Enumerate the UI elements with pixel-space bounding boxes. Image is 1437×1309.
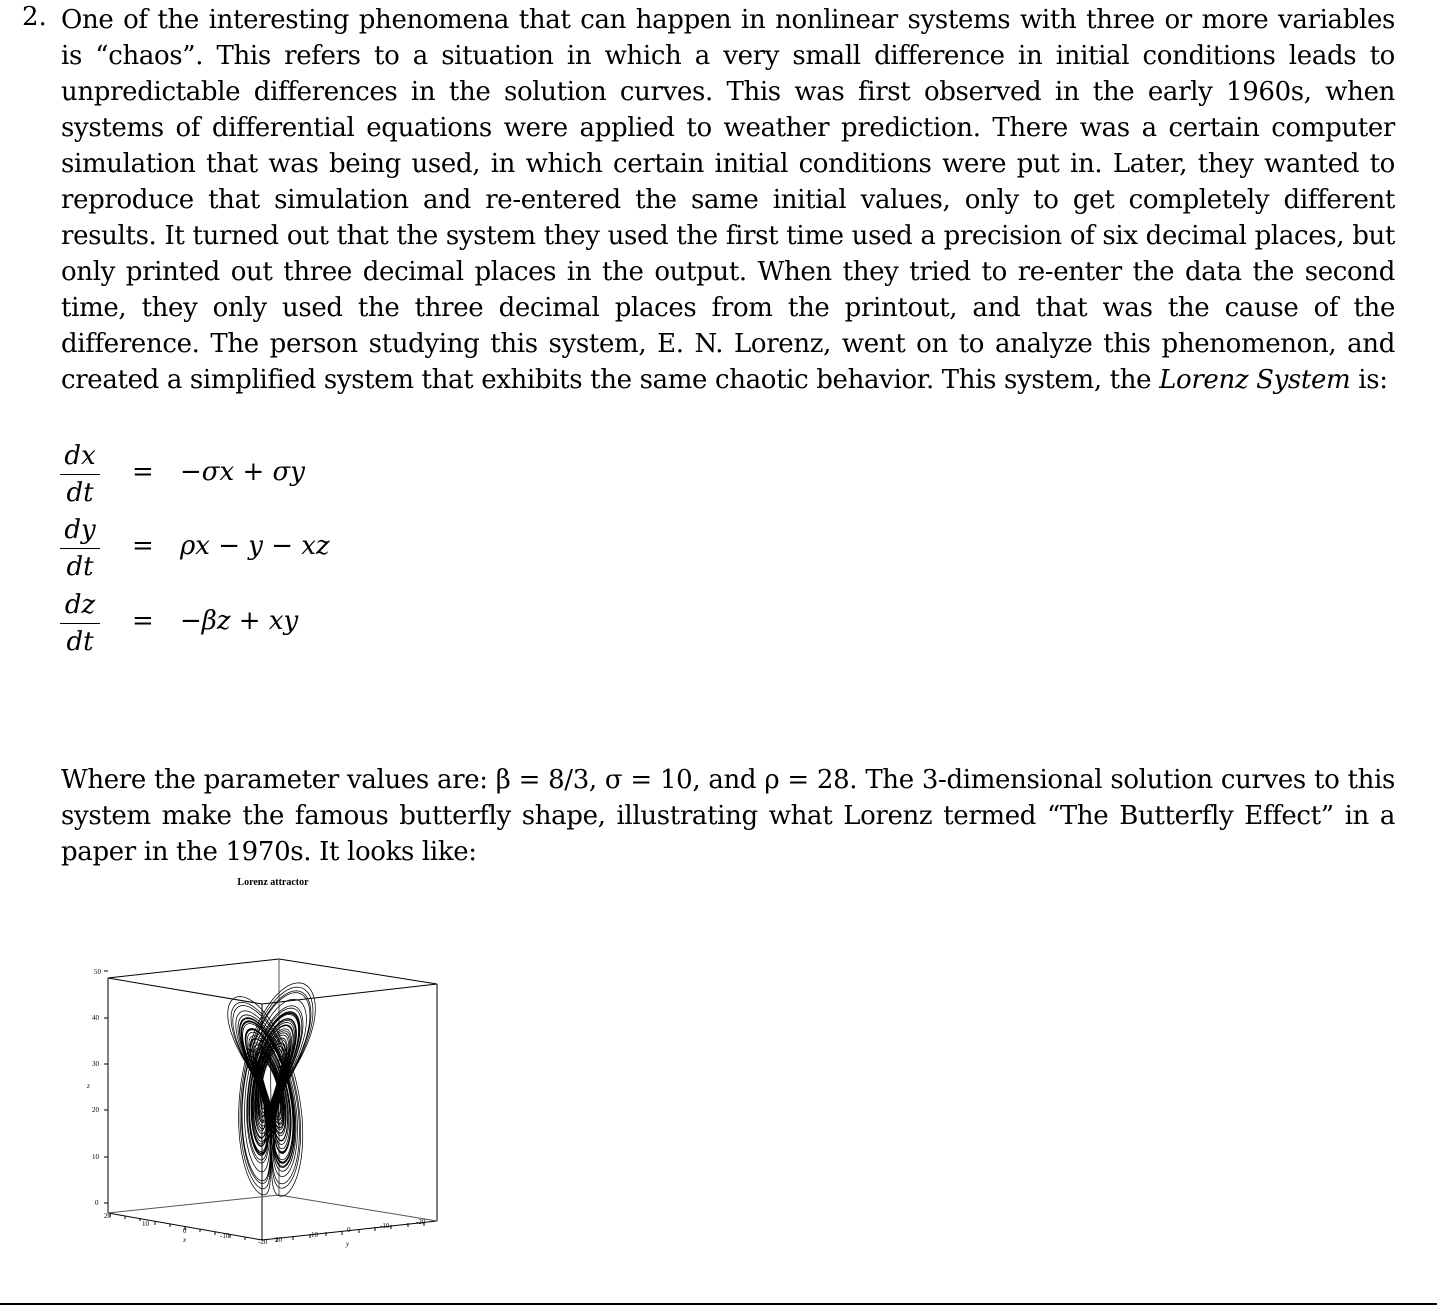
- figure-title: Lorenz attractor: [237, 877, 309, 888]
- parameters-paragraph: Where the parameter values are: β = 8/3, σ = 10, and ρ = 28. The 3-dimensional solution curves to this system make the famous butterfly shape, illustrating what Lorenz termed “The Butterfly Effect” in a paper in the 1970s. It looks like:: [61, 765, 1395, 867]
- z-tick-label: 50: [94, 968, 101, 976]
- fraction-numerator: dy: [64, 515, 96, 545]
- y-tick-label: 20: [275, 1236, 282, 1244]
- equation-rhs: −σx + σy: [180, 457, 305, 487]
- fraction-bar: [60, 474, 100, 475]
- fraction-denominator: dt: [66, 627, 94, 657]
- z-tick-label: 10: [92, 1153, 99, 1161]
- z-tick-label: 40: [92, 1014, 99, 1022]
- equation-dz: [60, 589, 480, 655]
- z-tick-label: 20: [92, 1106, 99, 1114]
- equals-sign: =: [132, 457, 154, 487]
- y-tick-label: -10: [380, 1222, 390, 1230]
- lorenz-attractor-figure: [80, 870, 460, 1255]
- fraction-dz-dt: [60, 589, 100, 657]
- equation-dx: [60, 440, 480, 506]
- equation-rhs: ρx − y − xz: [180, 531, 330, 561]
- equation-dy: [60, 514, 480, 580]
- item-number: 2.: [22, 2, 47, 32]
- x-tick-label: 0: [183, 1227, 187, 1235]
- fraction-dx-dt: [60, 440, 100, 508]
- equals-sign: =: [132, 531, 154, 561]
- x-tick-label: -10: [220, 1232, 230, 1240]
- x-tick-label: 20: [104, 1212, 111, 1220]
- y-axis-label: y: [346, 1240, 350, 1248]
- x-tick-label: -20: [258, 1238, 268, 1246]
- lorenz-system-term: Lorenz System: [1159, 365, 1351, 395]
- x-axis-label: x: [183, 1236, 187, 1244]
- fraction-denominator: dt: [66, 478, 94, 508]
- z-axis: [104, 971, 108, 1203]
- equation-rhs: −βz + xy: [180, 606, 299, 636]
- z-axis-label: z: [87, 1082, 90, 1090]
- bottom-rule: [0, 1303, 1437, 1305]
- lorenz-attractor-plot: [80, 870, 460, 1255]
- equals-sign: =: [132, 606, 154, 636]
- y-tick-label: -20: [416, 1218, 426, 1226]
- y-tick-label: 10: [311, 1231, 318, 1239]
- fraction-numerator: dx: [64, 441, 96, 471]
- z-tick-label: 30: [92, 1060, 99, 1068]
- fraction-bar: [60, 623, 100, 624]
- fraction-dy-dt: [60, 514, 100, 582]
- intro-paragraph: [61, 2, 1395, 398]
- fraction-bar: [60, 548, 100, 549]
- y-tick-label: 0: [347, 1226, 351, 1234]
- attractor-trajectory: [228, 983, 315, 1196]
- x-tick-label: 10: [142, 1220, 149, 1228]
- z-tick-label: 0: [95, 1199, 99, 1207]
- intro-text: One of the interesting phenomena that can happen in nonlinear systems with three or more variables is “chaos”. This refers to a situation in which a very small difference in initial conditions leads to unpredictable differences in the solution curves. This was first observed in the early 1960s, when systems of differential equations were applied to weather prediction. There was a certain computer simulation that was being used, in which certain initial conditions were put in. Later, they wanted to reproduce that simulation and re-entered the same initial values, only to get completely different results. It turned out that the system they used the first time used a precision of six decimal places, but only printed out three decimal places in the output. When they tried to re-enter the data the second time, they only used the three decimal places from the printout, and that was the cause of the difference. The person studying this system, E. N. Lorenz, went on to analyze this phenomenon, and created a simplified system that exhibits the same chaotic behavior. This system, the: [61, 5, 1395, 395]
- intro-tail: is:: [1350, 365, 1388, 395]
- fraction-numerator: dz: [64, 590, 96, 620]
- fraction-denominator: dt: [66, 552, 94, 582]
